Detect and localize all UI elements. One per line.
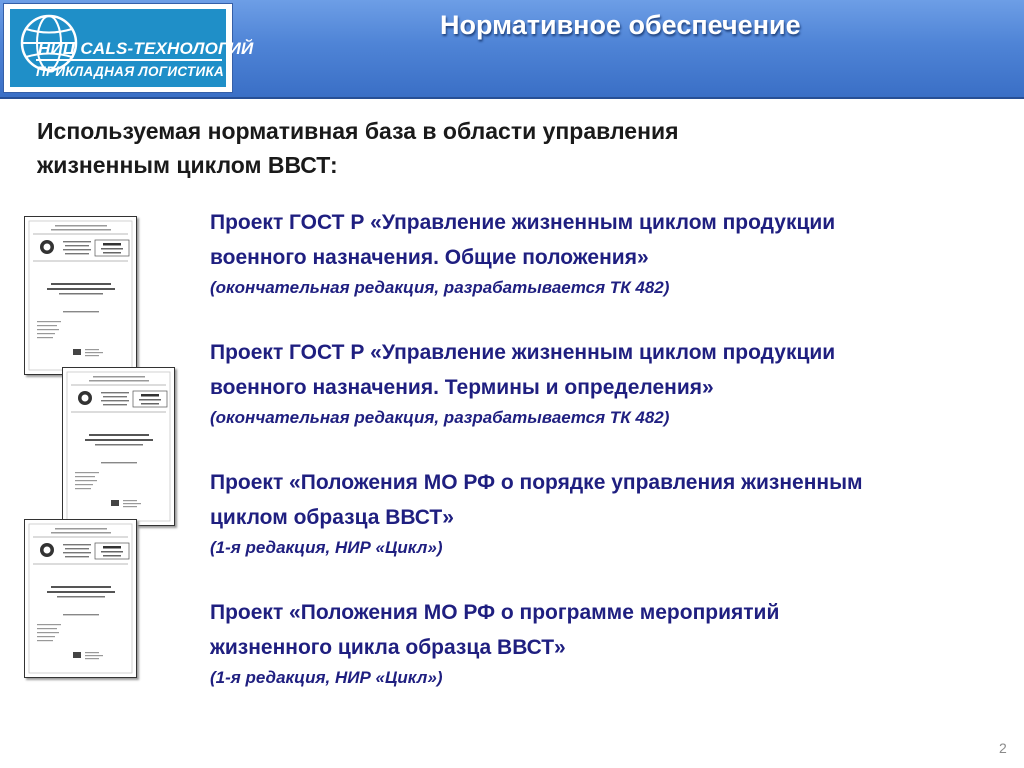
section-subtitle: [37, 114, 857, 182]
logo-text-line1: НИЦ CALS-ТЕХНОЛОГИЙ: [38, 39, 254, 58]
document-cover-icon: [25, 217, 136, 374]
document-cover-icon: [63, 368, 174, 525]
document-list: [210, 205, 1000, 690]
item-note: (окончательная редакция, разрабатывается ТК 482): [210, 408, 670, 427]
item-title-line1: Проект «Положения МО РФ о порядке управления жизненным: [210, 471, 863, 494]
document-thumbnail-3: [24, 519, 137, 678]
item-note: (1-я редакция, НИР «Цикл»): [210, 668, 443, 687]
subtitle-line1: Используемая нормативная база в области управления: [37, 118, 679, 144]
list-item: [210, 465, 1000, 560]
logo: [3, 3, 254, 93]
item-title-line2: жизненного цикла образца ВВСТ»: [210, 636, 566, 659]
item-note: (1-я редакция, НИР «Цикл»): [210, 538, 443, 557]
logo-text-line2: ПРИКЛАДНАЯ ЛОГИСТИКА: [36, 64, 225, 79]
item-title-line1: Проект «Положения МО РФ о программе мероприятий: [210, 601, 780, 624]
document-thumbnail-1: [24, 216, 137, 375]
logo-background: [10, 9, 254, 87]
subtitle-line2: жизненным циклом ВВСТ:: [37, 152, 338, 178]
item-title-line2: военного назначения. Термины и определения»: [210, 376, 714, 399]
item-title-line1: Проект ГОСТ Р «Управление жизненным циклом продукции: [210, 341, 836, 364]
list-item: [210, 335, 1000, 430]
item-title-line2: циклом образца ВВСТ»: [210, 506, 454, 529]
page-number: 2: [999, 740, 1007, 756]
item-title-line1: Проект ГОСТ Р «Управление жизненным циклом продукции: [210, 211, 836, 234]
header-band: [0, 0, 1024, 99]
document-thumbnail-2: [62, 367, 175, 526]
item-title-line2: военного назначения. Общие положения»: [210, 246, 649, 269]
logo-divider: [36, 59, 222, 61]
item-note: (окончательная редакция, разрабатывается ТК 482): [210, 278, 670, 297]
list-item: [210, 595, 1000, 690]
page-title: Нормативное обеспечение: [440, 10, 801, 40]
document-cover-icon: [25, 520, 136, 677]
list-item: [210, 205, 1000, 300]
